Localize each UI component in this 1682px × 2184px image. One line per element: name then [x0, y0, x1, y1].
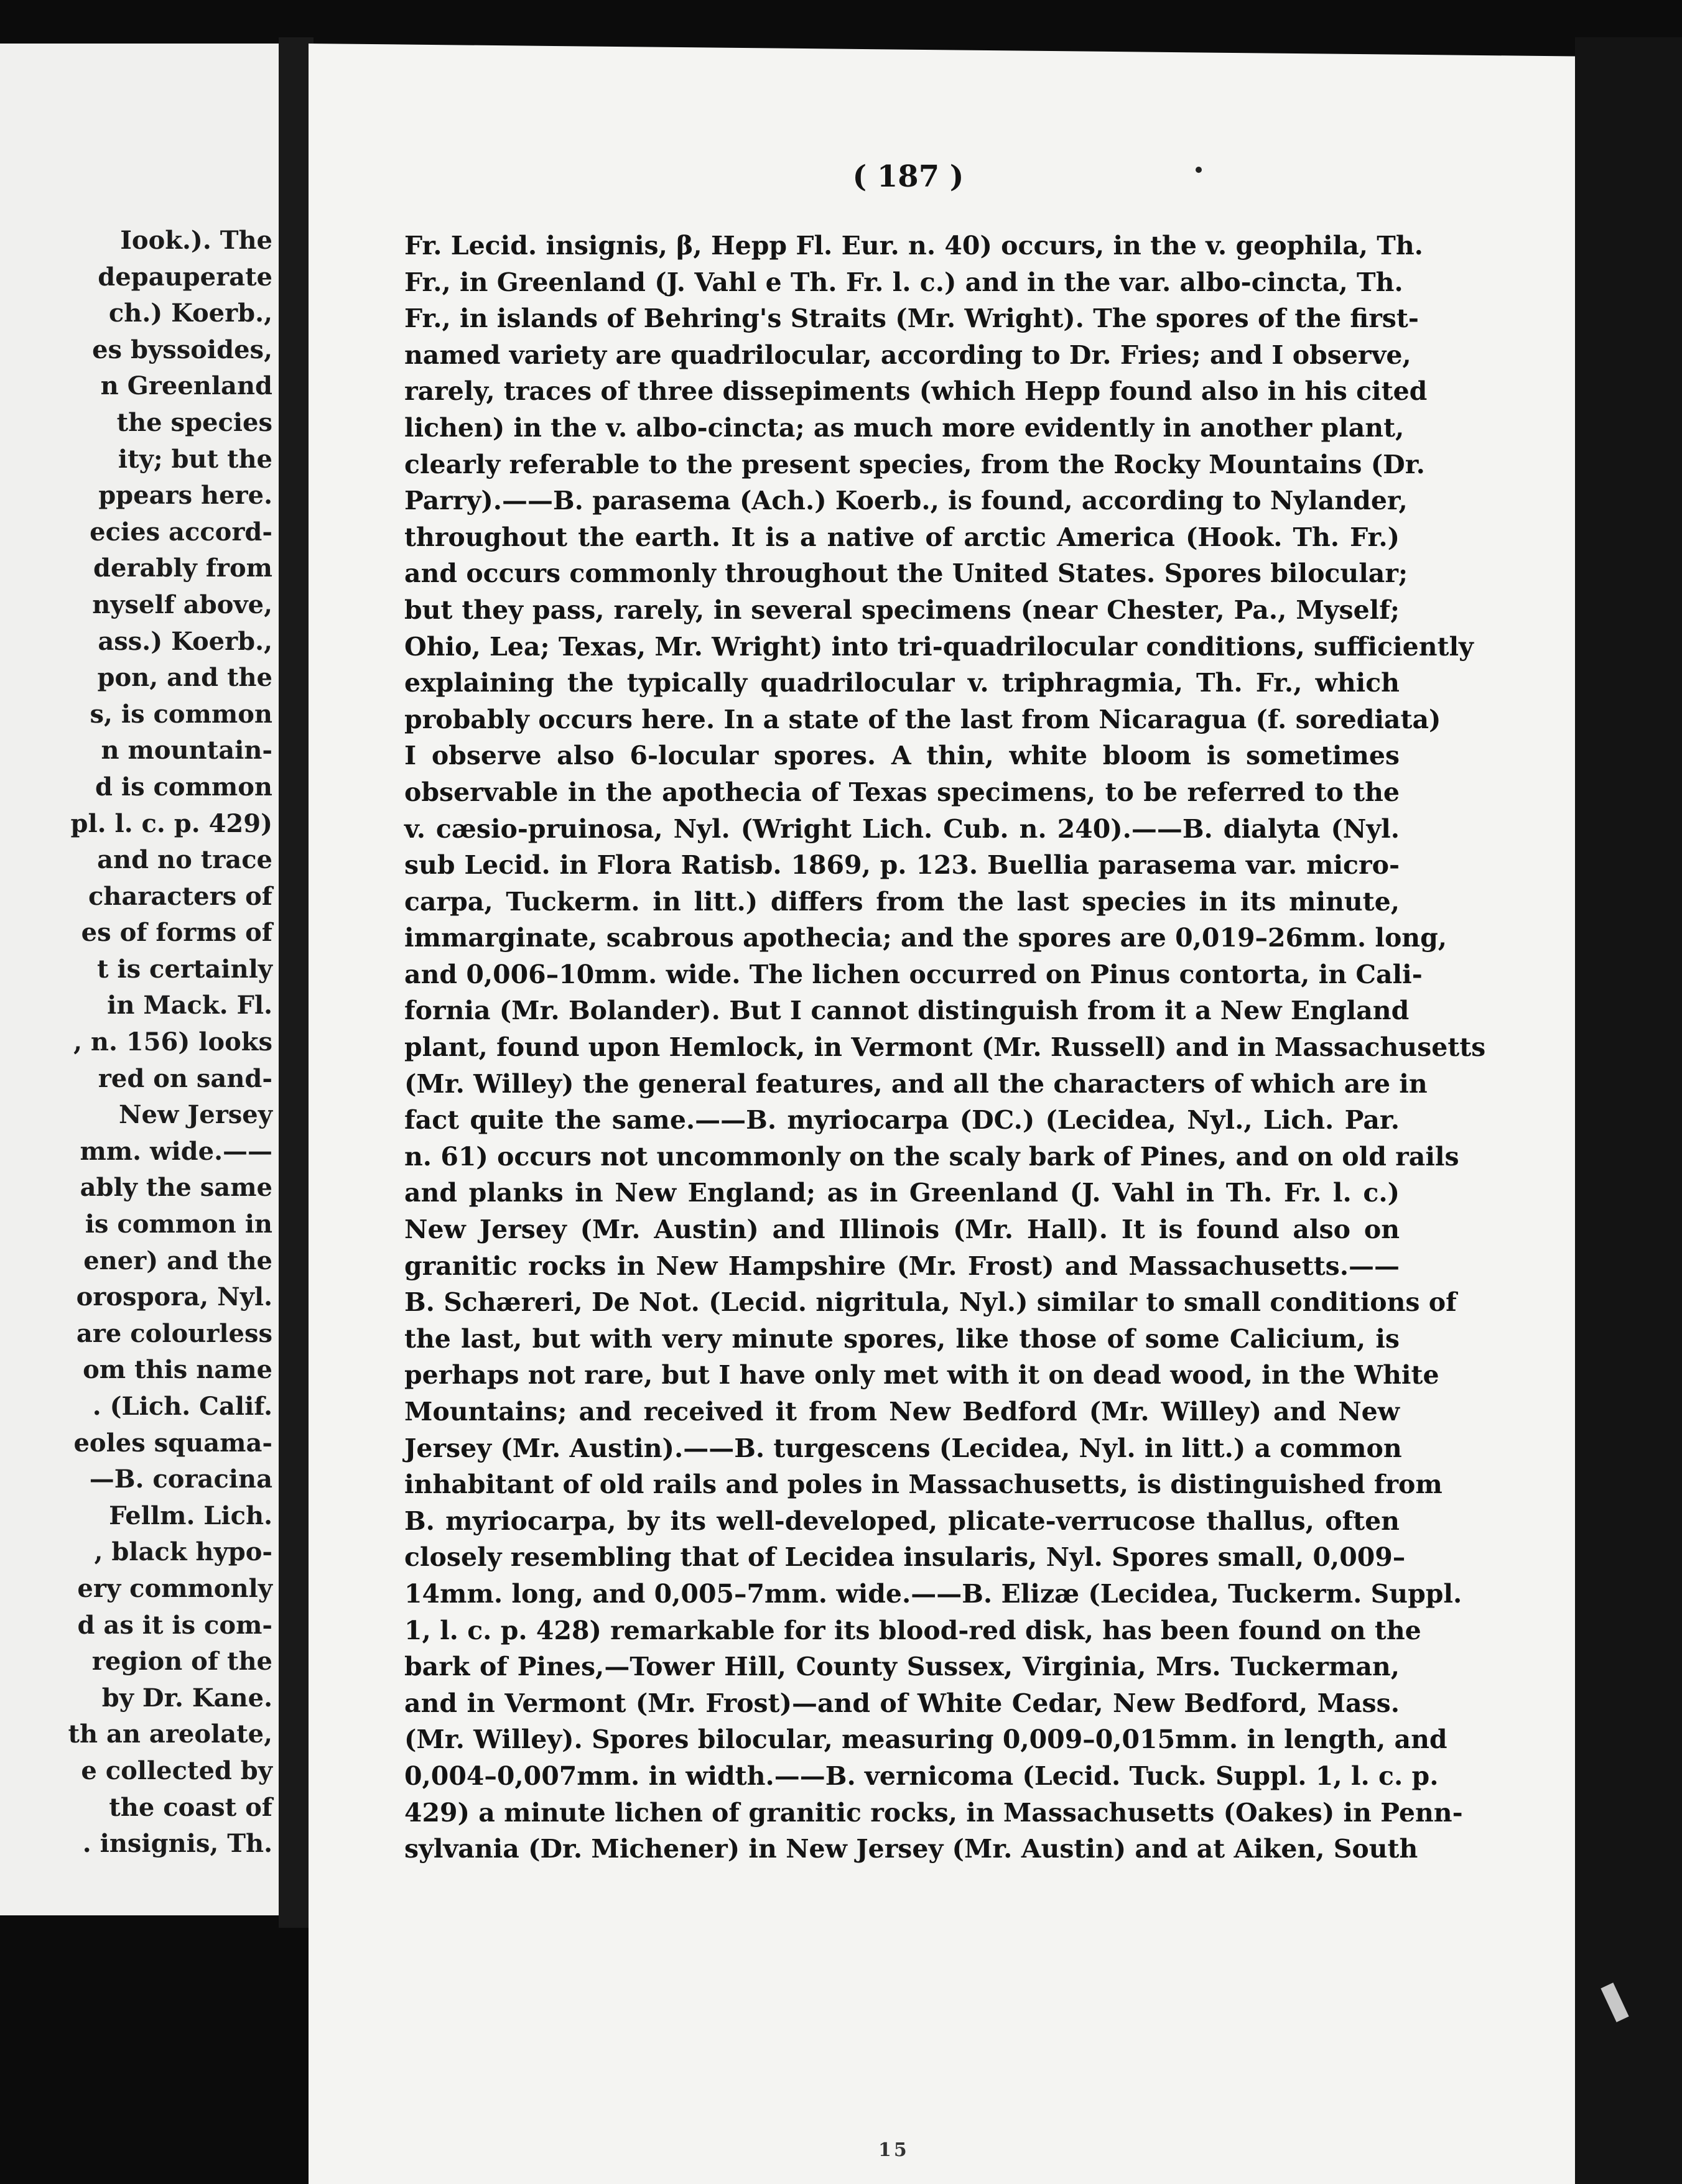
text-line: sub Lecid. in Flora Ratisb. 1869, p. 123. Buellia parasema var. micro- [404, 850, 1400, 881]
text-line: Mountains; and received it from New Bedford (Mr. Willey) and New [404, 1397, 1400, 1427]
left-text-line: . insignis, Th. [82, 1829, 272, 1859]
text-line: clearly referable to the present species, from the Rocky Mountains (Dr. [404, 449, 1425, 479]
left-text-line: n mountain- [101, 736, 272, 766]
text-line: n. 61) occurs not uncommonly on the scaly bark of Pines, and on old rails [404, 1141, 1459, 1172]
left-text-line: the coast of [109, 1792, 272, 1822]
left-text-line: ch.) Koerb., [108, 298, 272, 328]
text-line: the last, but with very minute spores, like those of some Calicium, is [404, 1323, 1400, 1354]
left-text-line: New Jersey [118, 1100, 272, 1130]
left-text-line: . (Lich. Calif. [92, 1392, 272, 1421]
left-text-line: pon, and the [97, 663, 272, 693]
ink-speck [1196, 167, 1202, 173]
book-gutter [279, 37, 314, 1928]
text-line: 14mm. long, and 0,005–7mm. wide.——B. Elizæ (Lecidea, Tuckerm. Suppl. [404, 1578, 1462, 1609]
left-text-line: ery commonly [77, 1573, 272, 1603]
text-line: and planks in New England; as in Greenland (J. Vahl in Th. Fr. l. c.) [404, 1178, 1400, 1208]
left-text-line: n Greenland [100, 371, 272, 401]
body-text [404, 228, 1486, 1867]
text-line: (Mr. Willey) the general features, and all the characters of which are in [404, 1068, 1428, 1099]
left-text-line: mm. wide.—— [80, 1136, 272, 1166]
text-line: Fr., in Greenland (J. Vahl e Th. Fr. l. c.) and in the var. albo-cincta, Th. [404, 267, 1403, 297]
left-text-line: ably the same [80, 1173, 272, 1203]
left-text-line: d is common [95, 772, 272, 802]
text-line: probably occurs here. In a state of the last from Nicaragua (f. sorediata) [404, 704, 1441, 734]
text-line: (Mr. Willey). Spores bilocular, measuring 0,009–0,015mm. in length, and [404, 1724, 1447, 1755]
left-text-line: ppears here. [98, 481, 272, 511]
left-text-line: and no trace [97, 845, 272, 875]
left-text-line: is common in [85, 1210, 272, 1239]
left-text-line: ass.) Koerb., [98, 626, 272, 656]
text-line: Fr. Lecid. insignis, β, Hepp Fl. Eur. n. 40) occurs, in the v. geophila, Th. [404, 231, 1423, 261]
signature-mark: 15 [878, 2139, 909, 2161]
text-line: B. myriocarpa, by its well-developed, plicate-verrucose thallus, often [404, 1506, 1400, 1536]
text-line: lichen) in the v. albo-cincta; as much more evidently in another plant, [404, 412, 1405, 443]
left-text-line: —B. coracina [89, 1464, 272, 1494]
text-line: closely resembling that of Lecidea insularis, Nyl. Spores small, 0,009– [404, 1542, 1406, 1573]
text-line: throughout the earth. It is a native of arctic America (Hook. Th. Fr.) [404, 522, 1400, 552]
text-line: B. Schæreri, De Not. (Lecid. nigritula, Nyl.) similar to small conditions of [404, 1287, 1457, 1318]
right-page-edge [1575, 37, 1682, 2184]
text-line: perhaps not rare, but I have only met with it on dead wood, in the White [404, 1360, 1439, 1390]
text-line: Jersey (Mr. Austin).——B. turgescens (Lecidea, Nyl. in litt.) a common [404, 1433, 1402, 1463]
left-text-line: nyself above, [92, 590, 272, 619]
text-line: observable in the apothecia of Texas specimens, to be referred to the [404, 777, 1400, 807]
left-text-line: es of forms of [81, 918, 272, 948]
text-line: 429) a minute lichen of granitic rocks, in Massachusetts (Oakes) in Penn- [404, 1797, 1463, 1828]
text-line: carpa, Tuckerm. in litt.) differs from the last species in its minute, [404, 886, 1400, 917]
page-number: ( 187 ) [852, 159, 964, 194]
left-text-line: orospora, Nyl. [76, 1282, 272, 1312]
text-line: 1, l. c. p. 428) remarkable for its blood-red disk, has been found on the [404, 1615, 1421, 1645]
left-page-text [0, 223, 272, 1862]
text-line: Ohio, Lea; Texas, Mr. Wright) into tri-quadrilocular conditions, sufficiently [404, 631, 1474, 662]
left-text-line: pl. l. c. p. 429) [70, 808, 272, 838]
text-line: immarginate, scabrous apothecia; and the spores are 0,019–26mm. long, [404, 923, 1447, 953]
text-line: bark of Pines,—Tower Hill, County Sussex, Virginia, Mrs. Tuckerman, [404, 1652, 1400, 1682]
left-text-line: , black hypo- [94, 1537, 272, 1567]
left-text-line: , n. 156) looks [73, 1027, 272, 1057]
left-page-fragment [0, 44, 280, 1915]
left-text-line: red on sand- [98, 1063, 272, 1093]
left-text-line: region of the [91, 1647, 272, 1677]
text-line: sylvania (Dr. Michener) in New Jersey (Mr. Austin) and at Aiken, South [404, 1834, 1418, 1864]
text-line: v. cæsio-pruinosa, Nyl. (Wright Lich. Cub. n. 240).——B. dialyta (Nyl. [404, 813, 1400, 844]
text-line: and occurs commonly throughout the United States. Spores bilocular; [404, 558, 1408, 589]
left-text-line: ity; but the [118, 444, 272, 474]
left-text-line: eoles squama- [73, 1428, 272, 1458]
text-line: granitic rocks in New Hampshire (Mr. Frost) and Massachusetts.—— [404, 1251, 1400, 1281]
left-text-line: t is certainly [96, 954, 272, 984]
left-text-line: depauperate [98, 262, 272, 292]
text-line: and in Vermont (Mr. Frost)—and of White Cedar, New Bedford, Mass. [404, 1688, 1400, 1718]
text-line: I observe also 6-locular spores. A thin, white bloom is sometimes [404, 741, 1400, 771]
left-text-line: s, is common [90, 699, 272, 729]
left-text-line: in Mack. Fl. [107, 991, 272, 1020]
text-line: Parry).——B. parasema (Ach.) Koerb., is found, according to Nylander, [404, 486, 1408, 516]
text-line: and 0,006–10mm. wide. The lichen occurred on Pinus contorta, in Cali- [404, 959, 1423, 989]
left-text-line: the species [116, 407, 272, 437]
left-text-line: are colourless [76, 1318, 272, 1348]
text-line: Fr., in islands of Behring's Straits (Mr. Wright). The spores of the first- [404, 303, 1419, 334]
left-text-line: es byssoides, [92, 335, 272, 364]
left-text-line: by Dr. Kane. [101, 1683, 272, 1713]
left-text-line: th an areolate, [68, 1719, 272, 1749]
left-text-line: derably from [93, 553, 272, 583]
left-text-line: ener) and the [83, 1246, 272, 1275]
text-line: explaining the typically quadrilocular v. triphragmia, Th. Fr., which [404, 668, 1400, 698]
left-text-line: characters of [88, 881, 272, 911]
text-line: 0,004–0,007mm. in width.——B. vernicoma (Lecid. Tuck. Suppl. 1, l. c. p. [404, 1761, 1439, 1791]
left-text-line: om this name [83, 1355, 272, 1385]
text-line: plant, found upon Hemlock, in Vermont (Mr. Russell) and in Massachusetts [404, 1032, 1486, 1063]
text-line: named variety are quadrilocular, according to Dr. Fries; and I observe, [404, 340, 1411, 370]
text-line: inhabitant of old rails and poles in Massachusetts, is distinguished from [404, 1469, 1443, 1500]
text-line: but they pass, rarely, in several specimens (near Chester, Pa., Myself; [404, 595, 1400, 625]
left-text-line: Iook.). The [120, 226, 272, 255]
text-line: New Jersey (Mr. Austin) and Illinois (Mr. Hall). It is found also on [404, 1215, 1400, 1245]
text-line: fact quite the same.——B. myriocarpa (DC.) (Lecidea, Nyl., Lich. Par. [404, 1105, 1400, 1136]
left-text-line: ecies accord- [90, 517, 272, 547]
left-text-line: d as it is com- [77, 1610, 272, 1640]
text-line: fornia (Mr. Bolander). But I cannot distinguish from it a New England [404, 996, 1410, 1026]
left-text-line: e collected by [81, 1756, 272, 1785]
text-line: rarely, traces of three dissepiments (which Hepp found also in his cited [404, 376, 1428, 407]
left-text-line: Fellm. Lich. [109, 1501, 272, 1530]
